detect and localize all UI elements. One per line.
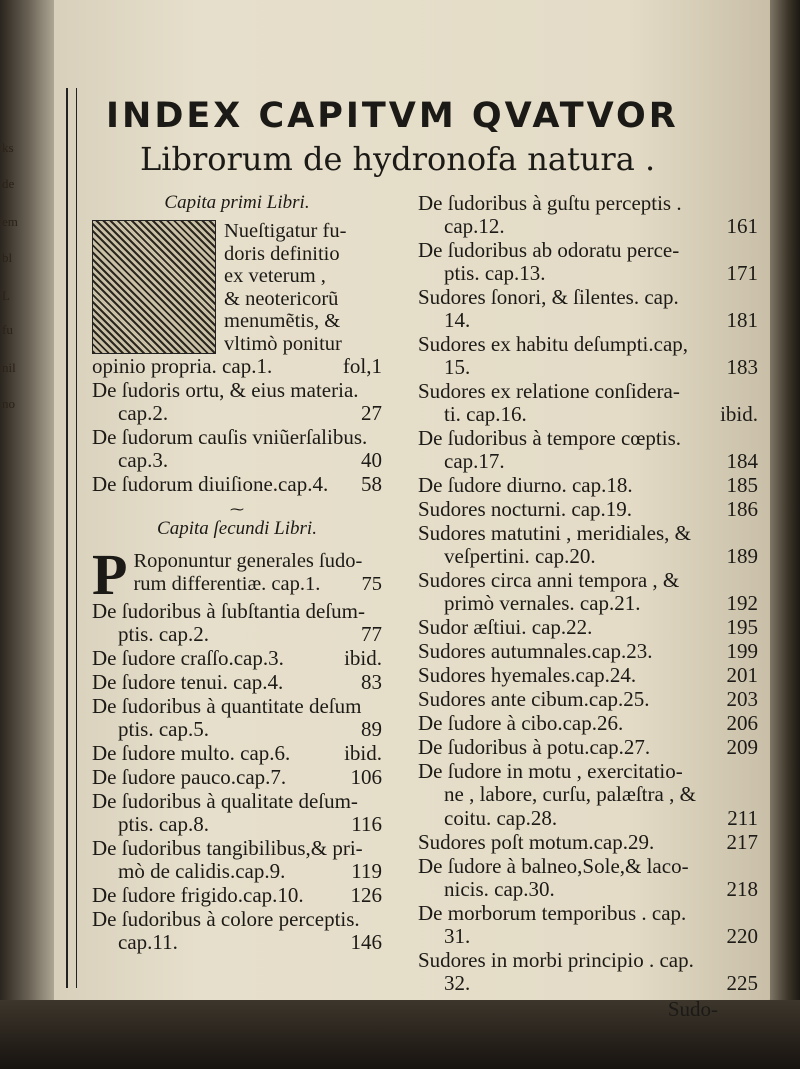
- book-2-intro: [92, 550, 382, 600]
- entry-text: De ſudoribus à guſtu perceptis .: [418, 191, 682, 215]
- index-title: INDEX CAPITVM QVATVOR: [106, 96, 679, 136]
- margin-fragment: fu: [2, 322, 13, 337]
- entry-text: Sudores circa anni tempora , &: [418, 568, 680, 592]
- index-entry: [92, 426, 382, 472]
- index-entry: [418, 522, 758, 568]
- entry-text: De ſudorum cauſis vniũerſalibus.: [92, 425, 368, 449]
- entry-text: De ſudoris ortu, & eius materia.: [92, 378, 359, 402]
- index-entry: [418, 664, 758, 687]
- entry-text: De ſudore diurno. cap.18.: [418, 473, 633, 497]
- book-1-intro: [92, 220, 382, 355]
- entry-continuation: nicis. cap.30.: [444, 877, 555, 901]
- entry-text: De ſudore pauco.cap.7.: [92, 765, 287, 789]
- index-entry: [418, 712, 758, 735]
- index-entry: [92, 790, 382, 836]
- catchword: Sudo-: [667, 997, 718, 1021]
- entry-continuation: cap.12.: [444, 214, 505, 238]
- margin-fragment: L: [2, 288, 10, 303]
- entry-page-number: 225: [726, 971, 758, 995]
- entry-page-number: 195: [726, 615, 758, 639]
- entry-page-number: 185: [726, 473, 758, 497]
- entry-text: De ſudoribus à colore perceptis.: [92, 907, 360, 931]
- book-2-entries: [92, 600, 382, 954]
- entry-page-number: 119: [351, 859, 382, 883]
- index-entry: [92, 837, 382, 883]
- entry-page-number: 40: [361, 448, 382, 472]
- index-entry: [418, 427, 758, 473]
- entry-continuation: veſpertini. cap.20.: [444, 544, 596, 568]
- entry-page-number: 211: [727, 806, 758, 830]
- page-right-edge: [770, 0, 800, 1000]
- entry-text: De ſudoribus à potu.cap.27.: [418, 735, 651, 759]
- book-1-entries: [92, 379, 382, 496]
- entry-page-number: ibid.: [344, 646, 382, 670]
- entry-continuation: 32.: [444, 971, 471, 995]
- entry-continuation: ti. cap.16.: [444, 402, 527, 426]
- index-entry: [418, 736, 758, 759]
- entry-continuation: ptis. cap.8.: [118, 812, 209, 836]
- entry-text: De ſudore multo. cap.6.: [92, 741, 291, 765]
- entry-page-number: 206: [726, 711, 758, 735]
- index-entry: [418, 616, 758, 639]
- entry-text: Sudores hyemales.cap.24.: [418, 663, 637, 687]
- entry-page-number: 220: [726, 924, 758, 948]
- entry-continuation: cap.11.: [118, 930, 178, 954]
- entry-text: De ſudore frigido.cap.10.: [92, 883, 304, 907]
- entry-page-number: 116: [351, 812, 382, 836]
- entry-text: Sudores nocturni. cap.19.: [418, 497, 633, 521]
- index-entry: [418, 855, 758, 901]
- intro-line: & neotericorũ: [224, 287, 339, 310]
- index-entry: [92, 884, 382, 907]
- index-entry: [418, 333, 758, 379]
- entry-text: Sudores ante cibum.cap.25.: [418, 687, 650, 711]
- entry-page-number: 27: [361, 401, 382, 425]
- margin-fragment: nil: [2, 360, 16, 375]
- index-entry: [92, 600, 382, 646]
- index-entry: [92, 766, 382, 789]
- entry-text: Sudores ex habitu deſumpti.cap,: [418, 332, 689, 356]
- entry-page-number: 171: [726, 261, 758, 285]
- index-entry: [418, 949, 758, 995]
- entry-text: De ſudore à balneo,Sole,& laco-: [418, 854, 689, 878]
- entry-page-number: 58: [361, 472, 382, 496]
- entry-continuation: primò vernales. cap.21.: [444, 591, 641, 615]
- entry-page-number: 189: [726, 544, 758, 568]
- entry-text: De ſudore tenui. cap.4.: [92, 670, 284, 694]
- entry-page-number: 161: [726, 214, 758, 238]
- entry-continuation: ne , labore, curſu, palæſtra , &: [444, 782, 696, 806]
- intro-line: ex veterum ,: [224, 265, 326, 287]
- entry-continuation: 31.: [444, 924, 471, 948]
- entry-page-number: 192: [726, 591, 758, 615]
- entry-page-number: 218: [726, 877, 758, 901]
- page-frame-inner-left: [76, 88, 77, 988]
- entry-continuation: cap.17.: [444, 449, 505, 473]
- entry-page-number: 146: [350, 930, 382, 954]
- entry-text: De morborum temporibus . cap.: [418, 901, 687, 925]
- intro-tail: opinio propria. cap.1. fol,1: [92, 354, 382, 378]
- entry-page-number: 83: [361, 670, 382, 694]
- entry-page-number: 77: [361, 622, 382, 646]
- right-entries: [418, 192, 758, 995]
- entry-continuation: cap.3.: [118, 448, 169, 472]
- index-entry: [418, 640, 758, 663]
- index-entry: [418, 902, 758, 948]
- entry-text: Sudores autumnales.cap.23.: [418, 639, 653, 663]
- entry-page-number: 181: [726, 308, 758, 332]
- index-entry: [418, 286, 758, 332]
- index-entry: [418, 688, 758, 711]
- entry-text: De ſudoribus à ſubſtantia deſum-: [92, 599, 365, 623]
- entry-text: De ſudoribus à tempore cœptis.: [418, 426, 682, 450]
- entry-text: Sudores matutini , meridiales, &: [418, 521, 691, 545]
- dropcap-p: P: [92, 550, 128, 600]
- intro-line: menumẽtis, &: [224, 310, 341, 332]
- index-entry: [92, 908, 382, 954]
- right-column: [418, 192, 758, 1022]
- entry-page-number: 186: [726, 497, 758, 521]
- margin-fragment: de: [2, 176, 15, 191]
- entry-text: De ſudore à cibo.cap.26.: [418, 711, 624, 735]
- entry-text: Sudor æſtiui. cap.22.: [418, 615, 593, 639]
- index-entry: [92, 379, 382, 425]
- entry-continuation: ptis. cap.2.: [118, 622, 209, 646]
- margin-fragment: em: [2, 214, 18, 229]
- index-entry: [418, 380, 758, 426]
- entry-continuation: cap.2.: [118, 401, 169, 425]
- entry-text: Sudores ſonori, & ſilentes. cap.: [418, 285, 679, 309]
- book-2-heading: Capita ſecundi Libri.: [157, 518, 317, 539]
- entry-page-number: 184: [726, 449, 758, 473]
- index-entry: [418, 760, 758, 806]
- index-subtitle: Librorum de hydronofa natura .: [140, 140, 656, 178]
- entry-continuation: ptis. cap.5.: [118, 717, 209, 741]
- entry-page-number: 201: [726, 663, 758, 687]
- intro2-line-1: Roponuntur generales ſudo-: [133, 550, 363, 572]
- entry-continuation: mò de calidis.cap.9.: [118, 859, 286, 883]
- left-column: [92, 192, 382, 955]
- entry-text: De ſudorum diuiſione.cap.4.: [92, 472, 329, 496]
- index-entry: [418, 192, 758, 238]
- index-entry: [92, 671, 382, 694]
- entry-text: De ſudoribus à quantitate deſum: [92, 694, 362, 718]
- index-entry: [92, 647, 382, 670]
- entry-page-number: 203: [726, 687, 758, 711]
- ornament: ⁓: [230, 502, 244, 518]
- woodcut-initial-n: [92, 220, 216, 354]
- index-entry: [418, 498, 758, 521]
- entry-text: De ſudoribus à qualitate deſum-: [92, 789, 358, 813]
- entry-page-number: 89: [361, 717, 382, 741]
- page-frame-left: [66, 88, 68, 988]
- index-entry: [418, 474, 758, 497]
- margin-fragment: no: [2, 396, 15, 411]
- entry-text: De ſudoribus ab odoratu perce-: [418, 238, 680, 262]
- entry-page-number: 126: [350, 883, 382, 907]
- entry-text: De ſudoribus tangibilibus,& pri-: [92, 836, 363, 860]
- entry-page-number: ibid.: [720, 402, 758, 426]
- entry-page-number: 199: [726, 639, 758, 663]
- entry-continuation: ptis. cap.13.: [444, 261, 546, 285]
- entry-text: De ſudore craſſo.cap.3.: [92, 646, 284, 670]
- index-entry: [92, 742, 382, 765]
- index-entry: [418, 569, 758, 615]
- entry-text: Sudores ex relatione conſidera-: [418, 379, 680, 403]
- intro2-page: 75: [361, 572, 382, 595]
- entry-page-number: 217: [726, 830, 758, 854]
- entry-page-number: 106: [350, 765, 382, 789]
- margin-fragment: ks: [2, 140, 14, 155]
- entry-page-number: 183: [726, 355, 758, 379]
- index-entry: [92, 473, 382, 496]
- intro-line: vltimò ponitur: [224, 332, 342, 355]
- entry-text: Sudores in morbi principio . cap.: [418, 948, 694, 972]
- entry-continuation: 14.: [444, 308, 471, 332]
- index-entry: [418, 831, 758, 854]
- entry-continuation: coitu. cap.28.: [444, 806, 558, 830]
- entry-text: De ſudore in motu , exercitatio-: [418, 759, 683, 783]
- index-entry: [418, 239, 758, 285]
- entry-text: Sudores poſt motum.cap.29.: [418, 830, 655, 854]
- book-1-heading: Capita primi Libri.: [164, 192, 310, 213]
- entry-continuation: 15.: [444, 355, 471, 379]
- index-entry: [418, 807, 758, 830]
- margin-fragment: bl: [2, 250, 13, 265]
- intro2-line-2: rum differentiæ. cap.1.: [133, 572, 321, 595]
- entry-page-number: ibid.: [344, 741, 382, 765]
- index-entry: [92, 695, 382, 741]
- entry-page-number: 209: [726, 735, 758, 759]
- intro-line: Nueſtigatur fu-: [224, 220, 347, 242]
- intro-line: doris definitio: [224, 242, 340, 265]
